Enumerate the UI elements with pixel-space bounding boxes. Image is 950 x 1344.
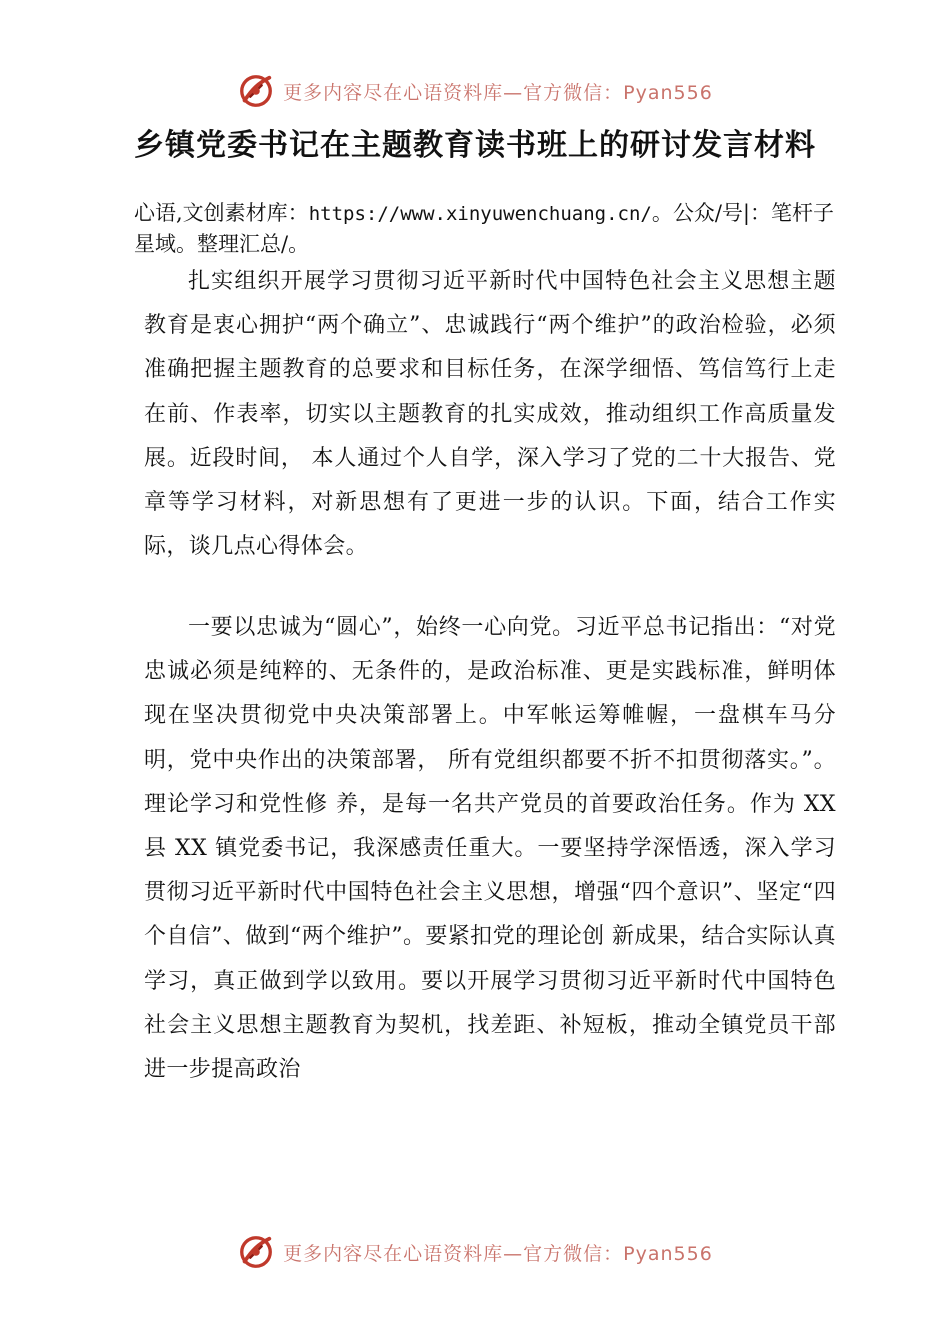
body-paragraph-1: 扎实组织开展学习贯彻习近平新时代中国特色社会主义思想主题教育是衷心拥护“两个确立”、忠诚践行“两个维护”的政治检验，必须准确把握主题教育的总要求和目标任务，在深学细悟、笃信笃行上走在前、作表率，切实以主题教育的扎实成效，推动组织工作高质量发展。近段时间， 本人通过个人自学，深入学习了党的二十大报告、党章等学习材料，对新思想有了更进一步的认识。下面，结合工作实际，谈几点心得体会。 xyxy=(144,269,836,560)
document-title: 乡镇党委书记在主题教育读书班上的研讨发言材料 xyxy=(134,128,816,163)
source-note xyxy=(134,198,834,259)
footer-watermark-text: 更多内容尽在心语资料库—官方微信：Pyan556 xyxy=(283,1242,713,1265)
body-paragraph-2: 一要以忠诚为“圆心”，始终一心向党。习近平总书记指出：“对党忠诚必须是纯粹的、无条件的，是政治标准、更是实践标准，鲜明体现在坚决贯彻党中央决策部署上。中军帐运筹帷幄，一盘棋车马分明，党中央作出的决策部署， 所有党组织都要不折不扣贯彻落实。”。理论学习和党性修 养，是每一名共产党员的首要政治任务。作为 XX 县 XX 镇党委书记，我深感责任重大。一要坚持学深悟透，深入学习 贯彻习近平新时代中国特色社会主义思想，增强“四个意识”、坚定“四个自信”、做到“两个维护”。要紧扣党的理论创 新成果，结合实际认真学习，真正做到学以致用。要以开展学习贯彻习近平新时代中国特色社会主义思想主题教育为契机，找差距、补短板，推动全镇党员干部进一步提高政治 xyxy=(144,615,836,1083)
source-note-prefix: 心语,文创素材库： xyxy=(134,201,309,225)
footer-watermark-banner xyxy=(0,1233,950,1271)
source-note-url: https://www.xinyuwenchuang.cn/ xyxy=(308,203,652,225)
brand-logo-icon xyxy=(237,72,275,110)
header-watermark-text: 更多内容尽在心语资料库—官方微信：Pyan556 xyxy=(283,81,713,104)
source-note-suffix: 。公众/号|：笔杆子星域。整理汇总/。 xyxy=(134,201,835,256)
brand-logo-icon xyxy=(237,1233,275,1271)
header-watermark-banner xyxy=(0,72,950,110)
